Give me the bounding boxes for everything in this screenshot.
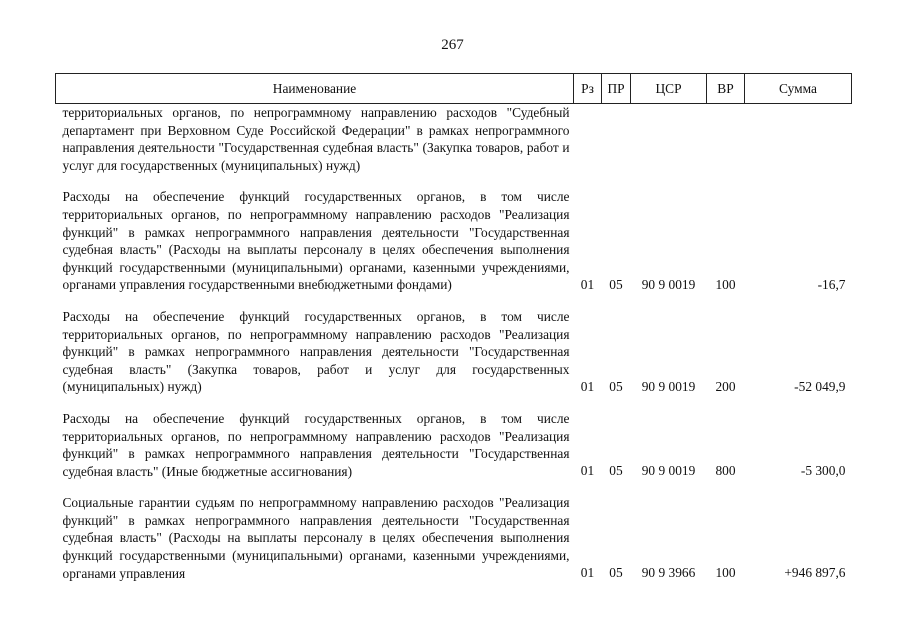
- table-row: [56, 308, 852, 410]
- row-pr: 05: [609, 378, 623, 394]
- row-sum: [745, 104, 852, 189]
- row-rz: [574, 104, 602, 189]
- row-name: Расходы на обеспечение функций государственных органов, в том числе территориальных органов, по непрограммному направлению расходов "Реализация функций" в рамках непрограммного направления деятельности "Государственная судебная власть" (Расходы на выплаты персоналу в целях обеспечения выполнения функций государственными (муниципальными) органами, казенными учреждениями, органами управления государственными внебюджетными фондами): [62, 189, 570, 293]
- row-vr: 100: [715, 276, 736, 292]
- row-rz: 01: [580, 378, 595, 394]
- row-rz: 01: [580, 463, 595, 479]
- row-sum: -5 300,0: [800, 463, 846, 479]
- row-sum: +946 897,6: [784, 565, 846, 581]
- row-sum: -52 049,9: [794, 378, 846, 394]
- table-row: [56, 188, 852, 308]
- budget-table: [55, 73, 852, 582]
- row-pr: 05: [609, 276, 623, 292]
- table-header: [56, 74, 852, 104]
- row-name: территориальных органов, по непрограммному направлению расходов "Судебный департамент при Верховном Суде Российской Федерации" в рамках непрограммного направления деятельности "Государственная судебная власть" (Закупка товаров, работ и услуг для государственных (муниципальных) нужд): [62, 105, 570, 173]
- table-row: [56, 494, 852, 582]
- row-csr: 90 9 0019: [641, 276, 696, 292]
- row-csr: 90 9 0019: [641, 463, 696, 479]
- row-csr: [631, 104, 707, 189]
- header-sum: Сумма: [745, 74, 852, 104]
- header-vr: ВР: [707, 74, 745, 104]
- page-number: 267: [441, 37, 464, 53]
- row-pr: [602, 104, 631, 189]
- header-csr: ЦСР: [631, 74, 707, 104]
- table-row: [56, 410, 852, 494]
- header-pr: ПР: [602, 74, 631, 104]
- row-rz: 01: [580, 565, 595, 581]
- row-csr: 90 9 3966: [641, 565, 696, 581]
- row-vr: 100: [715, 565, 736, 581]
- row-pr: 05: [609, 463, 623, 479]
- row-rz: 01: [580, 276, 595, 292]
- header-rz: Рз: [574, 74, 602, 104]
- row-vr: 200: [715, 378, 736, 394]
- row-sum: -16,7: [817, 276, 846, 292]
- table-row: [56, 104, 852, 189]
- row-vr: 800: [715, 463, 736, 479]
- header-name: Наименование: [56, 74, 574, 104]
- row-vr: [707, 104, 745, 189]
- row-name: Социальные гарантии судьям по непрограммному направлению расходов "Реализация функций" в рамках непрограммного направления деятельности "Государственная судебная власть" (Расходы на выплаты персоналу в целях обеспечения выполнения функций государственными (муниципальными) органами, казенными учреждениями, органами управления: [62, 495, 570, 581]
- row-name: Расходы на обеспечение функций государственных органов, в том числе территориальных органов, по непрограммному направлению расходов "Реализация функций" в рамках непрограммного направления деятельности "Государственная судебная власть" (Иные бюджетные ассигнования): [62, 410, 570, 479]
- row-csr: 90 9 0019: [641, 378, 696, 394]
- row-pr: 05: [609, 565, 623, 581]
- row-name: Расходы на обеспечение функций государственных органов, в том числе территориальных органов, по непрограммному направлению расходов "Реализация функций" в рамках непрограммного направления деятельности "Государственная судебная власть" (Закупка товаров, работ и услуг для государственных (муниципальных) нужд): [62, 308, 570, 395]
